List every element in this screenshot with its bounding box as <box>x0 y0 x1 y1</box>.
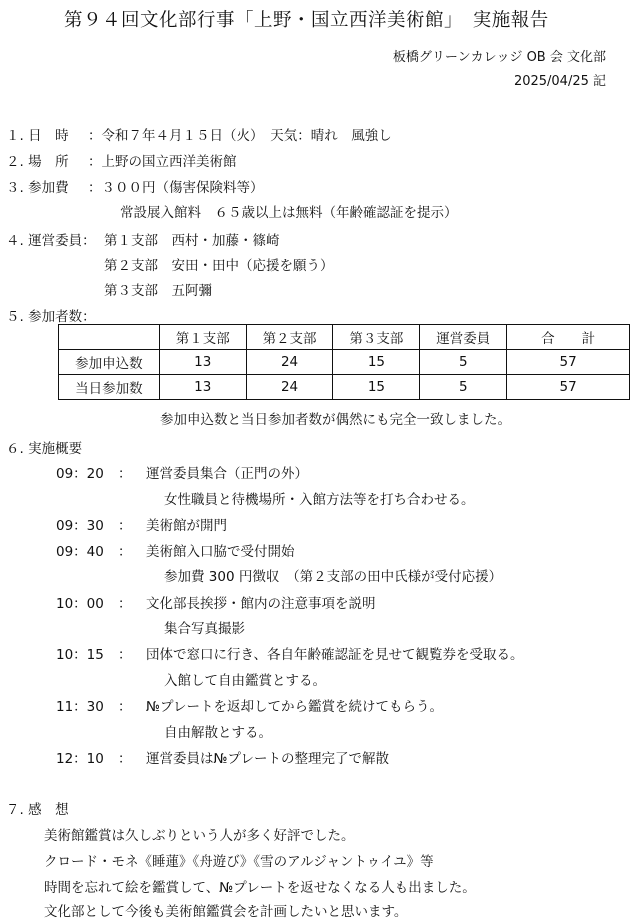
fee-note: 常設展入館料 ６５歳以上は無料（年齢確認証を提示） <box>120 205 458 221</box>
schedule-time: 10：15 <box>56 647 104 663</box>
committee-label: ４. 運営委員： <box>6 233 96 249</box>
table-header-cell <box>59 325 160 350</box>
impressions-line: クロード・モネ《睡蓮》《舟遊び》《雪のアルジャントゥイユ》等 <box>44 854 434 870</box>
report-date: 2025/04/25 記 <box>513 74 606 89</box>
schedule-text: 団体で窓口に行き、各自年齢確認証を見せて観覧券を受取る。 <box>146 647 524 663</box>
impressions-line: 美術館鑑賞は久しぶりという人が多く好評でした。 <box>44 828 355 844</box>
committee-line: 第３支部 五阿彌 <box>104 283 212 299</box>
table-cell: 24 <box>246 375 333 400</box>
schedule-colon: ： <box>118 751 132 767</box>
date-value: ：令和７年４月１５日（火） 天気：晴れ 風強し <box>88 128 392 144</box>
schedule-colon: ： <box>118 466 132 482</box>
impressions-label: ７. 感 想 <box>6 802 69 818</box>
table-header-cell: 第２支部 <box>246 325 333 350</box>
schedule-colon: ： <box>118 699 132 715</box>
table-header-cell: 第３支部 <box>333 325 420 350</box>
schedule-text: 運営委員集合（正門の外） <box>146 466 308 482</box>
schedule-subtext: 集合写真撮影 <box>164 621 245 637</box>
committee-line: 第２支部 安田・田中（応援を願う） <box>104 258 334 274</box>
committee-line: 第１支部 西村・加藤・篠崎 <box>104 233 280 249</box>
page-title: 第９４回文化部行事「上野・国立西洋美術館」 実施報告 <box>64 10 549 31</box>
schedule-label: ６. 実施概要 <box>6 441 83 457</box>
table-cell: 24 <box>246 350 333 375</box>
fee-value: ：３００円（傷害保険料等） <box>88 180 264 196</box>
schedule-text: №プレートを返却してから鑑賞を続けてもらう。 <box>146 699 443 715</box>
participants-table <box>58 324 630 400</box>
schedule-colon: ： <box>118 544 132 560</box>
schedule-text: 美術館が開門 <box>146 518 227 534</box>
table-cell: 15 <box>333 375 420 400</box>
table-cell: 当日参加数 <box>59 375 160 400</box>
table-cell: 57 <box>507 375 630 400</box>
schedule-time: 09：20 <box>56 466 104 482</box>
table-cell: 5 <box>420 375 507 400</box>
impressions-line: 時間を忘れて絵を鑑賞して、№プレートを返せなくなる人も出ました。 <box>44 880 476 896</box>
date-label: １. 日 時 <box>6 128 69 144</box>
table-header-cell: 第１支部 <box>159 325 246 350</box>
schedule-time: 12：10 <box>56 751 104 767</box>
table-note: 参加申込数と当日参加者数が偶然にも完全一致しました。 <box>160 412 511 428</box>
schedule-time: 09：40 <box>56 544 104 560</box>
table-cell: 15 <box>333 350 420 375</box>
table-row <box>59 375 630 400</box>
place-value: ：上野の国立西洋美術館 <box>88 154 237 170</box>
schedule-subtext: 女性職員と待機場所・入館方法等を打ち合わせる。 <box>164 492 475 508</box>
schedule-subtext: 参加費 300 円徴収 （第２支部の田中氏様が受付応援） <box>164 569 503 585</box>
table-cell: 57 <box>507 350 630 375</box>
schedule-text: 美術館入口脇で受付開始 <box>146 544 295 560</box>
table-header-row <box>59 325 630 350</box>
participants-label: ５. 参加者数： <box>6 309 96 325</box>
table-header-cell: 合 計 <box>507 325 630 350</box>
table-cell: 13 <box>159 350 246 375</box>
schedule-colon: ： <box>118 518 132 534</box>
schedule-time: 10：00 <box>56 596 104 612</box>
table-cell: 13 <box>159 375 246 400</box>
organization-name: 板橋グリーンカレッジ OB 会 文化部 <box>392 50 606 65</box>
table-cell: 5 <box>420 350 507 375</box>
table-header-cell: 運営委員 <box>420 325 507 350</box>
schedule-subtext: 入館して自由鑑賞とする。 <box>164 673 326 689</box>
table-row <box>59 350 630 375</box>
schedule-subtext: 自由解散とする。 <box>164 725 272 741</box>
schedule-time: 11：30 <box>56 699 104 715</box>
schedule-colon: ： <box>118 647 132 663</box>
schedule-colon: ： <box>118 596 132 612</box>
table-cell: 参加申込数 <box>59 350 160 375</box>
impressions-line: 文化部として今後も美術館鑑賞会を計画したいと思います。 <box>44 904 408 920</box>
schedule-text: 運営委員は№プレートの整理完了で解散 <box>146 751 390 767</box>
schedule-text: 文化部長挨拶・館内の注意事項を説明 <box>146 596 376 612</box>
fee-label: ３. 参加費 <box>6 180 69 196</box>
place-label: ２. 場 所 <box>6 154 69 170</box>
schedule-time: 09：30 <box>56 518 104 534</box>
